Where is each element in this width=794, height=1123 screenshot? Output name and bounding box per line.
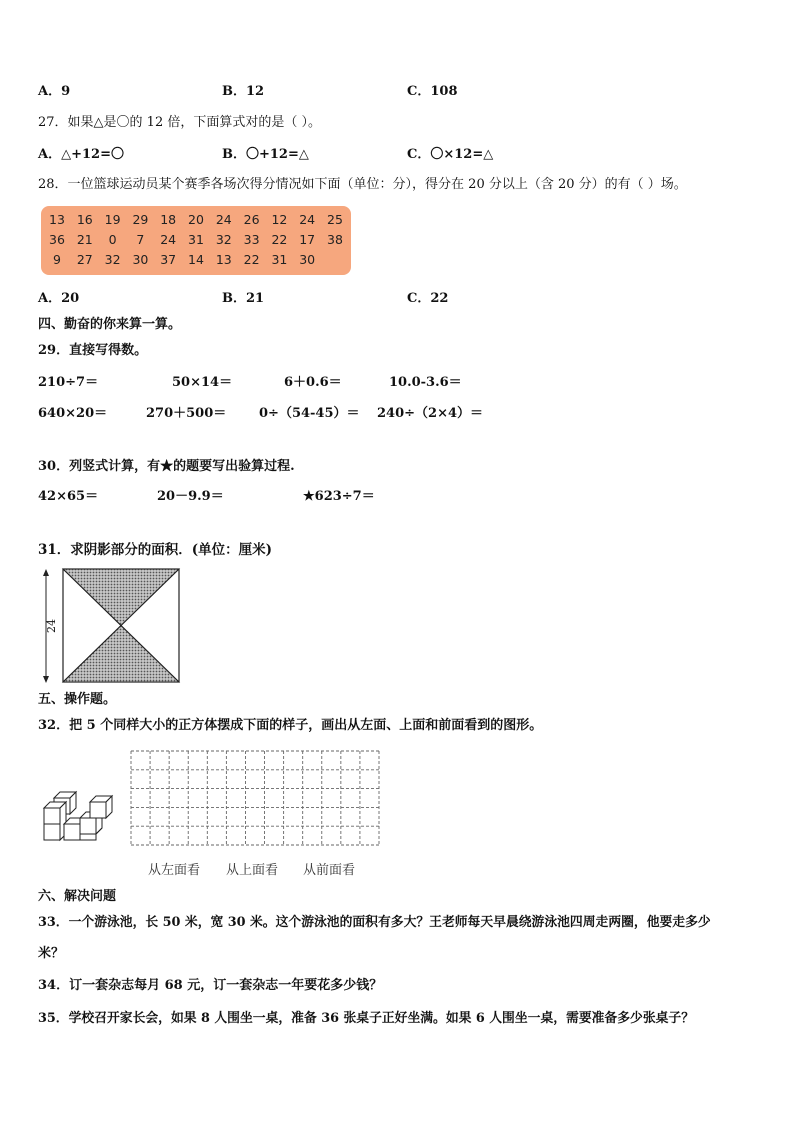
- score-cell: 38: [327, 232, 343, 247]
- q31-question: 31．求阴影部分的面积．(单位：厘米): [38, 542, 273, 558]
- q26-option-b: B．12: [222, 84, 265, 99]
- shaded-area-figure: [38, 565, 188, 687]
- score-cell: 9: [53, 252, 61, 267]
- label-front-view: 从前面看: [303, 863, 356, 878]
- score-cell: 31: [271, 252, 288, 267]
- q27-option-c: C．〇×12=△: [407, 147, 494, 162]
- score-cell: 18: [160, 212, 177, 227]
- q29-item-6: 270＋500＝: [146, 406, 227, 421]
- score-cell: 13: [49, 212, 65, 227]
- score-cell: 14: [188, 252, 204, 267]
- q28-option-b: B．21: [222, 291, 265, 306]
- score-cell: 22: [243, 252, 260, 267]
- q26-option-c: C．108: [407, 84, 458, 99]
- score-cell: 21: [76, 232, 93, 247]
- score-cell: 25: [327, 212, 343, 227]
- dimension-label: 24: [45, 619, 58, 633]
- q29-item-2: 50×14＝: [172, 375, 233, 390]
- cubes-figure: [40, 790, 118, 850]
- section-4-heading: 四、勤奋的你来算一算。: [38, 317, 182, 332]
- score-cell: 30: [299, 252, 316, 267]
- q26-option-a: A．9: [38, 84, 71, 99]
- q30-item-3: ★623÷7＝: [303, 489, 375, 504]
- q29-item-1: 210÷7＝: [38, 375, 99, 390]
- score-cell: 31: [188, 232, 204, 247]
- score-cell: 26: [243, 212, 260, 227]
- score-cell: 12: [271, 212, 288, 227]
- q29-item-3: 6＋0.6＝: [284, 375, 342, 390]
- score-cell: 13: [215, 252, 232, 267]
- score-cell: 17: [299, 232, 316, 247]
- score-cell: 16: [76, 212, 93, 227]
- arrow-up-icon: [43, 569, 49, 576]
- q29-item-8: 240÷（2×4）＝: [377, 406, 484, 421]
- q34-question: 34．订一套杂志每月 68 元，订一套杂志一年要花多少钱？: [38, 978, 383, 993]
- score-table: [41, 206, 351, 275]
- q28-question: 28．一位篮球运动员某个赛季各场次得分情况如下面（单位：分），得分在 20 分以上（含 20 分）的有（ ）场。: [38, 177, 687, 192]
- score-cell: 27: [76, 252, 93, 267]
- score-cell: 0: [108, 232, 117, 247]
- q27-question: 27．如果△是〇的 12 倍，下面算式对的是（ ）。: [38, 115, 321, 130]
- score-cell: 22: [271, 232, 288, 247]
- q29-item-5: 640×20＝: [38, 406, 108, 421]
- score-cell: 24: [299, 212, 316, 227]
- label-top-view: 从上面看: [226, 863, 279, 878]
- score-cell: 20: [188, 212, 204, 227]
- q30-item-1: 42×65＝: [38, 489, 99, 504]
- score-cell: 36: [49, 232, 65, 247]
- q35-question: 35．学校召开家长会，如果 8 人围坐一桌，准备 36 张桌子正好坐满。如果 6 人围坐一桌，需要准备多少张桌子？: [38, 1011, 695, 1026]
- score-cell: 32: [104, 252, 121, 267]
- q28-option-c: C．22: [407, 291, 449, 306]
- q27-option-a: A．△+12=〇: [38, 147, 124, 162]
- drawing-grid[interactable]: [130, 750, 380, 846]
- q29-item-4: 10.0-3.6＝: [389, 375, 462, 390]
- score-cell: 29: [132, 212, 149, 227]
- score-cell: 7: [136, 232, 145, 247]
- section-6-heading: 六、解决问题: [38, 889, 117, 904]
- label-left-view: 从左面看: [148, 863, 201, 878]
- score-cell: 24: [215, 212, 232, 227]
- score-cell: 37: [160, 252, 177, 267]
- q30-item-2: 20－9.9＝: [157, 489, 224, 504]
- q30-question: 30．列竖式计算，有★的题要写出验算过程.: [38, 459, 295, 474]
- q33-question-line1: 33．一个游泳池，长 50 米，宽 30 米。这个游泳池的面积有多大？王老师每天早晨绕游泳池四周走两圈，他要走多少: [38, 915, 711, 930]
- score-cell: 24: [160, 232, 177, 247]
- q32-question: 32．把 5 个同样大小的正方体摆成下面的样子，画出从左面、上面和前面看到的图形。: [38, 718, 543, 733]
- score-cell: 30: [132, 252, 149, 267]
- score-cell: 33: [243, 232, 260, 247]
- q27-option-b: B．〇+12=△: [222, 147, 309, 162]
- q33-question-line2: 米？: [38, 946, 65, 961]
- q29-item-7: 0÷（54-45）＝: [259, 406, 360, 421]
- q29-question: 29．直接写得数。: [38, 343, 148, 358]
- arrow-down-icon: [43, 676, 49, 683]
- q28-option-a: A．20: [38, 291, 80, 306]
- score-cell: 19: [104, 212, 121, 227]
- score-cell: 32: [215, 232, 232, 247]
- section-5-heading: 五、操作题。: [38, 692, 117, 707]
